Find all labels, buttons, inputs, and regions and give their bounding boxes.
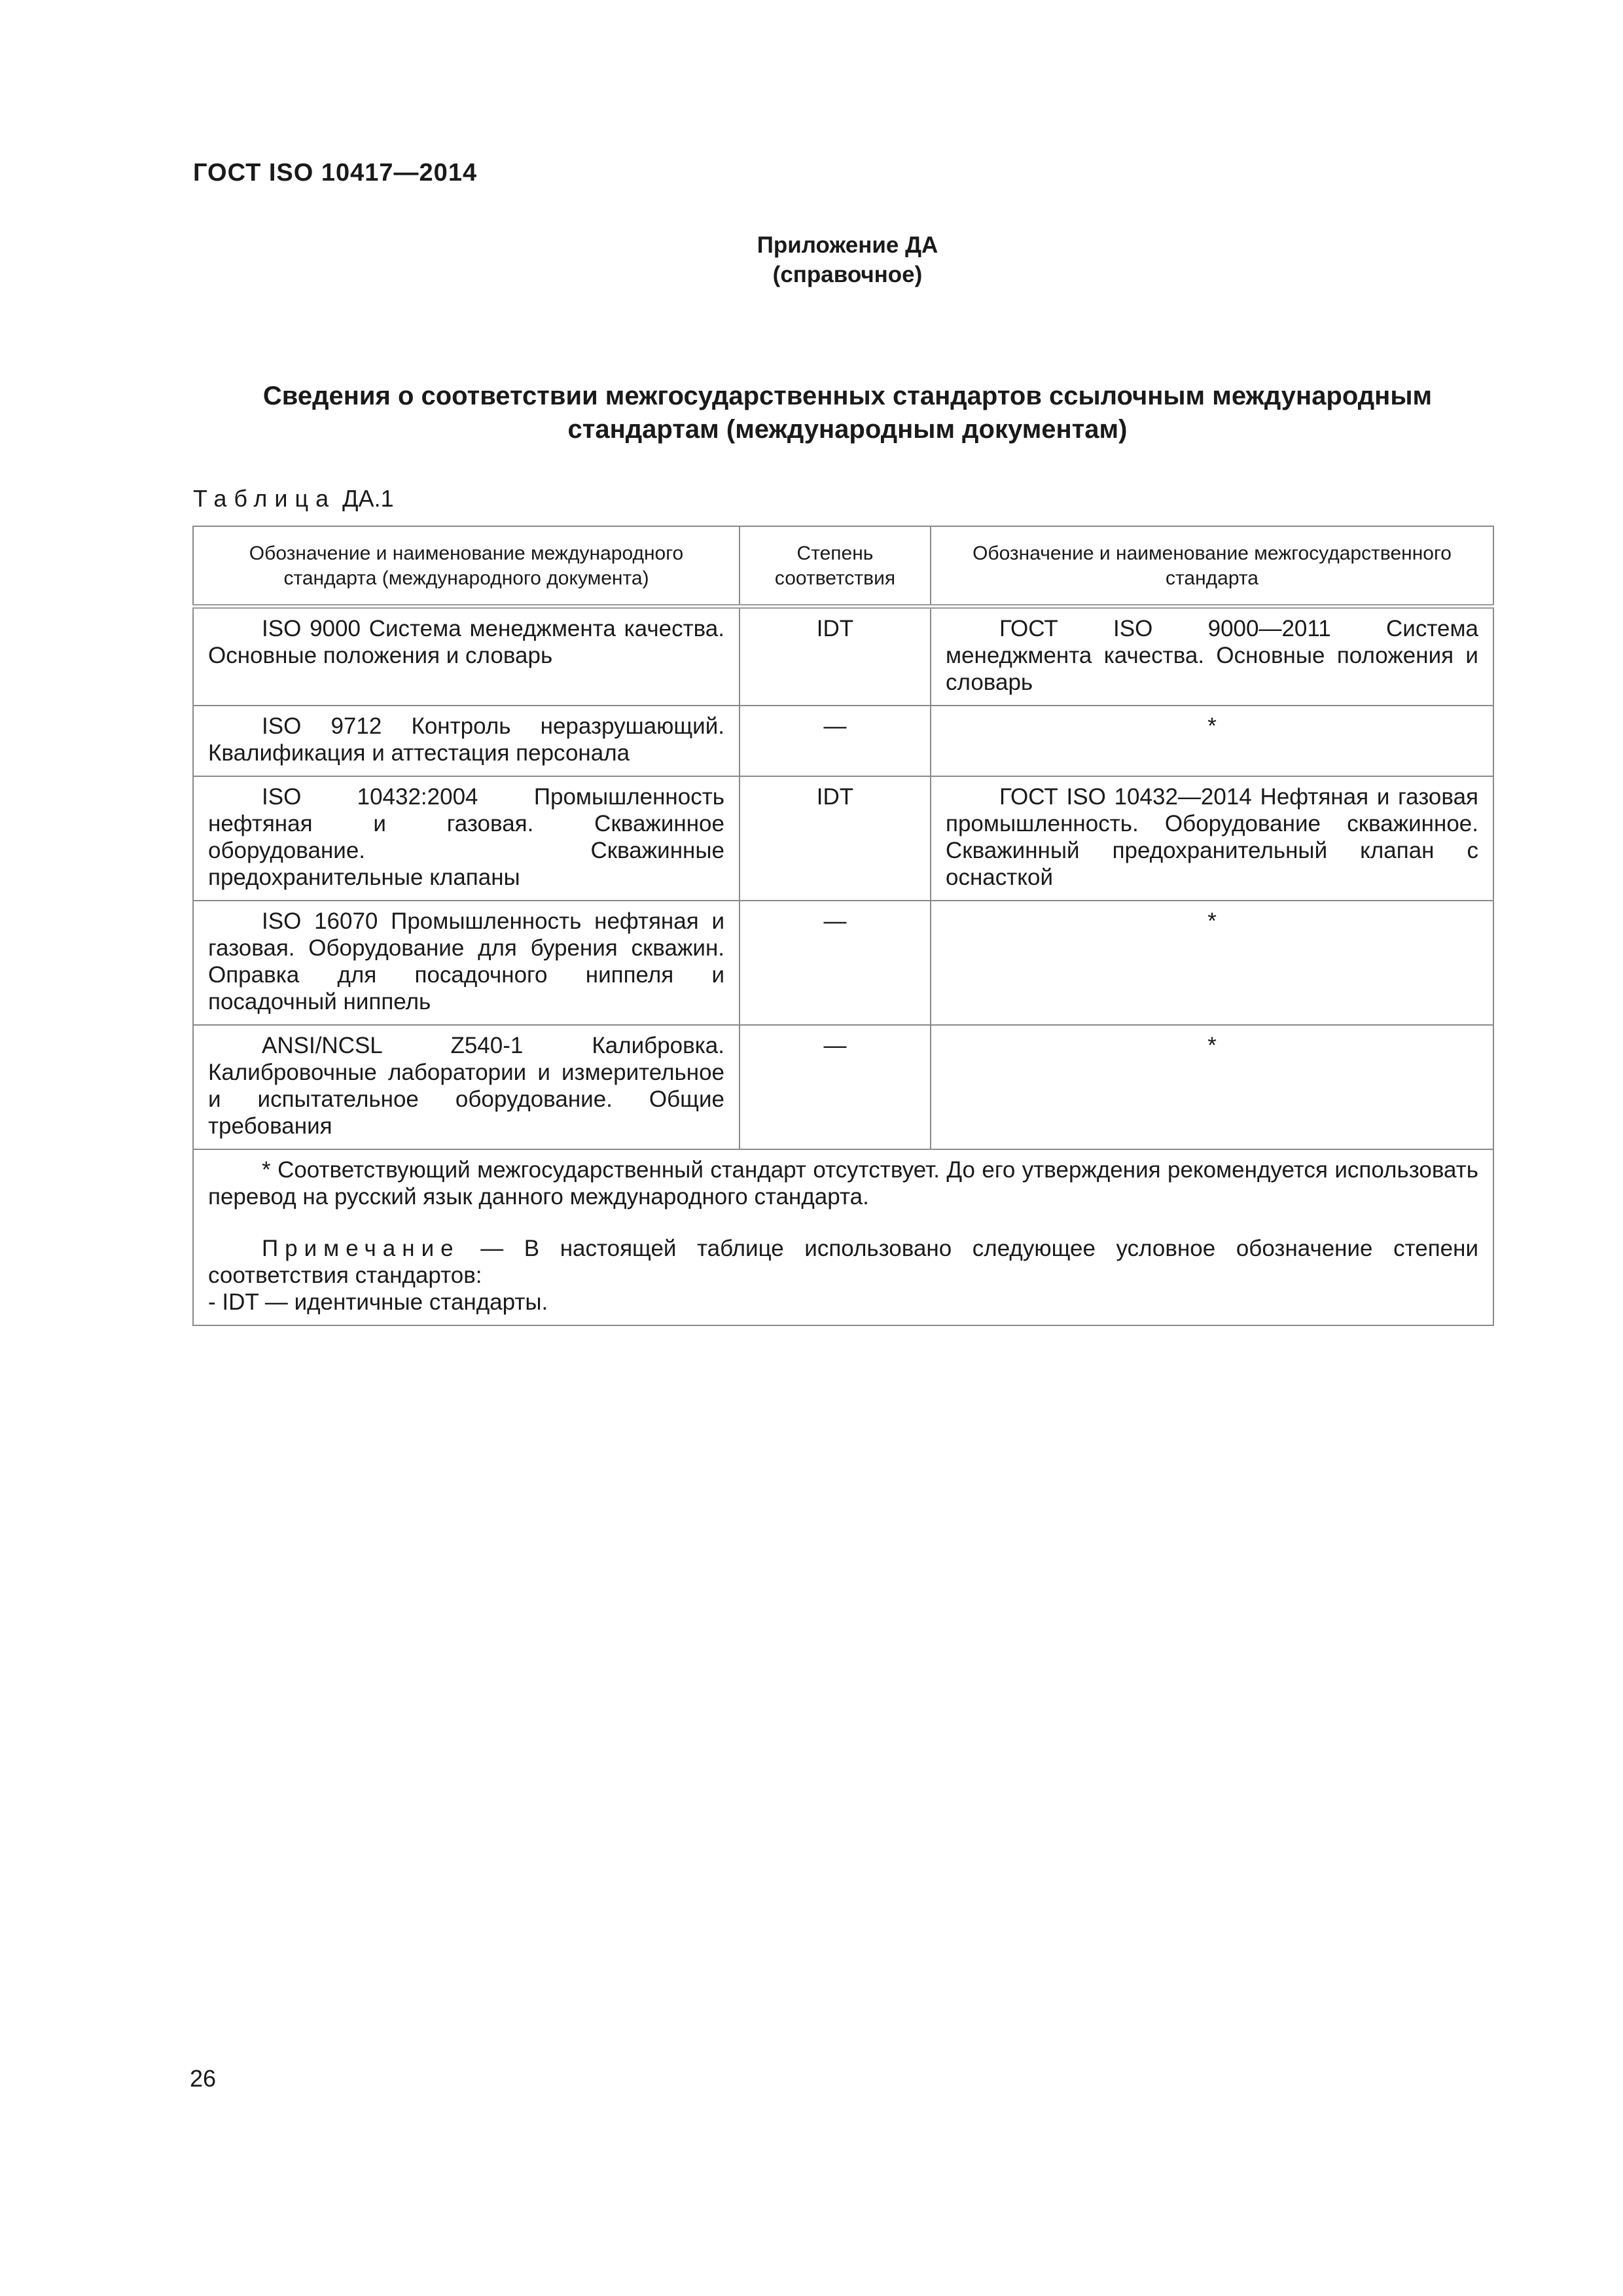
- table-header-row: [193, 526, 1493, 607]
- interstate-standard-cell: ГОСТ ISO 10432—2014 Нефтяная и газовая промышленность. Оборудование скважинное. Скважинный предохранительный клапан с оснасткой: [931, 776, 1493, 901]
- table-row: [193, 1025, 1493, 1149]
- header-degree-of-correspondence: Степень соответствия: [740, 526, 931, 607]
- degree-cell: —: [740, 901, 931, 1025]
- degree-cell: IDT: [740, 607, 931, 706]
- table-caption: [193, 484, 394, 513]
- table-caption-number: ДА.1: [342, 485, 394, 512]
- international-standard-cell: ISO 10432:2004 Промышленность нефтяная и газовая. Скважинное оборудование. Скважинные предохранительные клапаны: [193, 776, 740, 901]
- international-standard-cell: ISO 9000 Система менеджмента качества. Основные положения и словарь: [193, 607, 740, 706]
- table-note-row: [193, 1149, 1493, 1325]
- table-row: [193, 901, 1493, 1025]
- interstate-standard-cell: *: [931, 1025, 1493, 1149]
- international-standard-cell: ANSI/NCSL Z540-1 Калибровка. Калибровочные лаборатории и измерительное и испытательное оборудование. Общие требования: [193, 1025, 740, 1149]
- correspondence-table: [192, 526, 1494, 1326]
- page-number: 26: [190, 2065, 217, 2092]
- degree-cell: IDT: [740, 776, 931, 901]
- table-row: [193, 706, 1493, 776]
- table-caption-word: Таблица: [193, 485, 336, 512]
- document-code-header: ГОСТ ISO 10417—2014: [193, 159, 478, 187]
- interstate-standard-cell: ГОСТ ISO 9000—2011 Система менеджмента качества. Основные положения и словарь: [931, 607, 1493, 706]
- international-standard-cell: ISO 16070 Промышленность нефтяная и газовая. Оборудование для бурения скважин. Оправка для посадочного ниппеля и посадочный ниппель: [193, 901, 740, 1025]
- table-row: [193, 607, 1493, 706]
- table-note-cell: [193, 1149, 1493, 1325]
- international-standard-cell: ISO 9712 Контроль неразрушающий. Квалификация и аттестация персонала: [193, 706, 740, 776]
- header-international-standard: Обозначение и наименование международного стандарта (международного документа): [193, 526, 740, 607]
- table-row: [193, 776, 1493, 901]
- interstate-standard-cell: *: [931, 706, 1493, 776]
- degree-cell: —: [740, 706, 931, 776]
- section-title-line-1: Сведения о соответствии межгосударственных стандартов ссылочным международным: [262, 382, 1433, 410]
- note-label: Примечание: [262, 1236, 460, 1261]
- section-title: [193, 380, 1502, 446]
- note-text: — В настоящей таблице использовано следующее условное обозначение степени соответствия стандартов:: [208, 1236, 1478, 1288]
- interstate-standard-cell: *: [931, 901, 1493, 1025]
- appendix-label: Приложение ДА: [757, 232, 938, 258]
- section-title-line-2: стандартам (международным документам): [567, 415, 1128, 444]
- appendix-heading: [0, 230, 1623, 289]
- degree-cell: —: [740, 1025, 931, 1149]
- table-note: [208, 1235, 1478, 1289]
- note-item: - IDT — идентичные стандарты.: [208, 1289, 548, 1315]
- appendix-type: (справочное): [772, 262, 923, 287]
- table-footnote: * Соответствующий межгосударственный стандарт отсутствует. До его утверждения рекомендуется использовать перевод на русский язык данного международного стандарта.: [208, 1157, 1478, 1210]
- header-interstate-standard: Обозначение и наименование межгосударственного стандарта: [931, 526, 1493, 607]
